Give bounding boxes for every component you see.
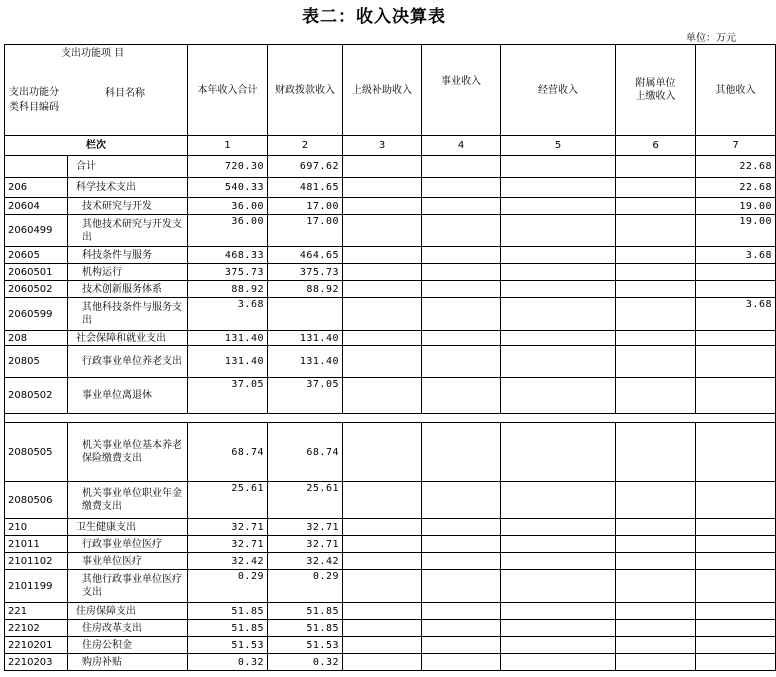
amount-cell: 22.68	[696, 156, 776, 178]
amount-cell	[343, 519, 422, 536]
amount-cell: 481.65	[268, 178, 343, 198]
item-name: 事业单位离退休	[68, 378, 188, 414]
table-row	[5, 215, 776, 247]
amount-cell	[616, 156, 696, 178]
amount-cell	[616, 264, 696, 281]
lanci-label: 栏次	[5, 136, 188, 156]
amount-cell	[501, 378, 616, 414]
amount-cell: 88.92	[188, 281, 268, 298]
table-row	[5, 178, 776, 198]
item-name: 购房补贴	[68, 654, 188, 671]
amount-cell: 36.00	[188, 215, 268, 247]
header-corner-cell	[5, 45, 188, 136]
amount-cell	[616, 247, 696, 264]
table-row	[5, 331, 776, 346]
amount-cell	[501, 423, 616, 482]
amount-cell	[616, 637, 696, 654]
amount-cell	[616, 378, 696, 414]
amount-cell	[616, 620, 696, 637]
amount-cell: 3.68	[188, 298, 268, 331]
amount-cell	[343, 570, 422, 603]
category-code-header: 支出功能分类科目编码	[9, 87, 59, 113]
item-name: 其他科技条件与服务支出	[68, 298, 188, 331]
category-code: 20604	[5, 198, 68, 215]
amount-cell: 468.33	[188, 247, 268, 264]
category-code: 2060599	[5, 298, 68, 331]
table-row	[5, 570, 776, 603]
amount-cell	[422, 198, 501, 215]
amount-cell	[422, 378, 501, 414]
amount-cell	[616, 423, 696, 482]
table-row	[5, 536, 776, 553]
amount-cell: 32.71	[268, 536, 343, 553]
amount-cell: 375.73	[188, 264, 268, 281]
item-name: 社会保障和就业支出	[68, 331, 188, 346]
amount-cell: 25.61	[188, 482, 268, 519]
amount-cell: 51.53	[268, 637, 343, 654]
category-code	[5, 156, 68, 178]
amount-cell: 37.05	[268, 378, 343, 414]
amount-cell	[501, 178, 616, 198]
category-code: 2060499	[5, 215, 68, 247]
amount-cell	[422, 298, 501, 331]
amount-cell	[616, 654, 696, 671]
amount-cell	[696, 264, 776, 281]
amount-cell	[696, 378, 776, 414]
amount-cell	[268, 298, 343, 331]
amount-cell	[343, 637, 422, 654]
amount-cell: 25.61	[268, 482, 343, 519]
amount-cell	[616, 346, 696, 378]
amount-cell	[422, 331, 501, 346]
category-code: 208	[5, 331, 68, 346]
amount-cell: 131.40	[268, 331, 343, 346]
item-name-header: 科目名称	[105, 88, 145, 99]
table-row	[5, 423, 776, 482]
amount-cell	[422, 423, 501, 482]
amount-cell: 720.30	[188, 156, 268, 178]
amount-cell	[501, 620, 616, 637]
table-row	[5, 553, 776, 570]
category-code: 2101199	[5, 570, 68, 603]
amount-cell	[343, 536, 422, 553]
amount-cell	[616, 536, 696, 553]
col-number: 4	[422, 136, 501, 156]
table-row	[5, 637, 776, 654]
amount-cell	[501, 553, 616, 570]
page-break-gap	[5, 414, 776, 423]
category-code: 2080502	[5, 378, 68, 414]
amount-cell	[343, 423, 422, 482]
col-number: 5	[501, 136, 616, 156]
amount-cell	[422, 570, 501, 603]
amount-cell	[696, 519, 776, 536]
amount-cell	[696, 482, 776, 519]
category-code: 2210201	[5, 637, 68, 654]
table-row	[5, 281, 776, 298]
amount-cell: 375.73	[268, 264, 343, 281]
category-code: 2101102	[5, 553, 68, 570]
amount-cell: 51.53	[188, 637, 268, 654]
category-code: 210	[5, 519, 68, 536]
category-code: 20605	[5, 247, 68, 264]
amount-cell	[501, 156, 616, 178]
amount-cell: 131.40	[188, 346, 268, 378]
amount-cell: 32.71	[188, 536, 268, 553]
amount-cell: 0.32	[268, 654, 343, 671]
item-name: 技术创新服务体系	[68, 281, 188, 298]
amount-cell	[616, 281, 696, 298]
amount-cell: 17.00	[268, 215, 343, 247]
amount-cell	[422, 264, 501, 281]
amount-cell	[616, 603, 696, 620]
amount-cell	[422, 637, 501, 654]
amount-cell: 36.00	[188, 198, 268, 215]
amount-cell	[422, 281, 501, 298]
item-name: 机关事业单位职业年金缴费支出	[68, 482, 188, 519]
amount-cell: 19.00	[696, 198, 776, 215]
amount-cell: 88.92	[268, 281, 343, 298]
col-header-other: 其他收入	[696, 45, 776, 136]
amount-cell	[696, 654, 776, 671]
table-row	[5, 620, 776, 637]
item-name: 合计	[68, 156, 188, 178]
amount-cell	[343, 156, 422, 178]
table-row	[5, 654, 776, 671]
category-code: 221	[5, 603, 68, 620]
amount-cell: 131.40	[268, 346, 343, 378]
col-number: 7	[696, 136, 776, 156]
page-title: 表二：收入决算表	[302, 7, 446, 27]
amount-cell	[422, 553, 501, 570]
amount-cell	[501, 519, 616, 536]
amount-cell	[696, 346, 776, 378]
amount-cell: 540.33	[188, 178, 268, 198]
col-number: 6	[616, 136, 696, 156]
amount-cell	[343, 298, 422, 331]
amount-cell	[696, 637, 776, 654]
amount-cell	[501, 482, 616, 519]
amount-cell: 464.65	[268, 247, 343, 264]
amount-cell	[616, 198, 696, 215]
amount-cell	[501, 247, 616, 264]
amount-cell: 68.74	[268, 423, 343, 482]
col-number: 2	[268, 136, 343, 156]
amount-cell: 3.68	[696, 247, 776, 264]
amount-cell	[343, 378, 422, 414]
amount-cell	[343, 603, 422, 620]
table-row	[5, 519, 776, 536]
item-name: 行政事业单位养老支出	[68, 346, 188, 378]
col-header-total: 本年收入合计	[188, 45, 268, 136]
amount-cell	[422, 247, 501, 264]
amount-cell	[422, 215, 501, 247]
expenditure-item-header: 支出功能项 目	[61, 48, 125, 59]
amount-cell	[696, 570, 776, 603]
amount-cell: 17.00	[268, 198, 343, 215]
item-name: 卫生健康支出	[68, 519, 188, 536]
amount-cell	[616, 519, 696, 536]
col-number: 1	[188, 136, 268, 156]
amount-cell: 32.42	[268, 553, 343, 570]
amount-cell	[501, 215, 616, 247]
amount-cell: 51.85	[268, 620, 343, 637]
amount-cell	[616, 553, 696, 570]
amount-cell	[501, 298, 616, 331]
amount-cell	[343, 331, 422, 346]
category-code: 22102	[5, 620, 68, 637]
category-code: 206	[5, 178, 68, 198]
item-name: 事业单位医疗	[68, 553, 188, 570]
unit-label: 单位：万元	[686, 33, 736, 44]
amount-cell: 37.05	[188, 378, 268, 414]
amount-cell	[343, 482, 422, 519]
column-number-row	[5, 136, 776, 156]
item-name: 其他行政事业单位医疗支出	[68, 570, 188, 603]
amount-cell	[696, 603, 776, 620]
amount-cell	[343, 620, 422, 637]
amount-cell	[501, 603, 616, 620]
amount-cell	[343, 654, 422, 671]
amount-cell	[501, 281, 616, 298]
table-row	[5, 264, 776, 281]
amount-cell	[422, 156, 501, 178]
amount-cell	[616, 570, 696, 603]
amount-cell	[343, 198, 422, 215]
col-header-affiliated: 附属单位上缴收入	[616, 45, 696, 136]
item-name: 科技条件与服务	[68, 247, 188, 264]
amount-cell: 32.42	[188, 553, 268, 570]
table-row	[5, 482, 776, 519]
category-code: 2060501	[5, 264, 68, 281]
amount-cell	[422, 346, 501, 378]
table-row	[5, 346, 776, 378]
amount-cell	[696, 423, 776, 482]
amount-cell: 0.29	[188, 570, 268, 603]
amount-cell	[422, 603, 501, 620]
amount-cell: 19.00	[696, 215, 776, 247]
amount-cell	[696, 331, 776, 346]
amount-cell	[501, 637, 616, 654]
amount-cell	[616, 298, 696, 331]
amount-cell	[616, 482, 696, 519]
amount-cell: 3.68	[696, 298, 776, 331]
amount-cell	[616, 178, 696, 198]
amount-cell: 697.62	[268, 156, 343, 178]
amount-cell	[696, 620, 776, 637]
amount-cell	[501, 654, 616, 671]
amount-cell	[696, 281, 776, 298]
table-row	[5, 247, 776, 264]
category-code: 2060502	[5, 281, 68, 298]
amount-cell	[343, 178, 422, 198]
amount-cell: 51.85	[268, 603, 343, 620]
amount-cell	[343, 264, 422, 281]
amount-cell	[343, 215, 422, 247]
item-name: 技术研究与开发	[68, 198, 188, 215]
item-name: 住房保障支出	[68, 603, 188, 620]
amount-cell: 0.29	[268, 570, 343, 603]
table-row	[5, 298, 776, 331]
col-header-superior-subsidy: 上级补助收入	[343, 45, 422, 136]
amount-cell	[616, 331, 696, 346]
amount-cell	[501, 536, 616, 553]
col-header-fiscal: 财政拨款收入	[268, 45, 343, 136]
table-row	[5, 156, 776, 178]
item-name: 科学技术支出	[68, 178, 188, 198]
amount-cell	[422, 620, 501, 637]
amount-cell: 131.40	[188, 331, 268, 346]
category-code: 2080506	[5, 482, 68, 519]
amount-cell: 0.32	[188, 654, 268, 671]
col-header-business: 事业收入	[422, 45, 501, 136]
amount-cell	[343, 247, 422, 264]
amount-cell	[501, 570, 616, 603]
amount-cell	[422, 178, 501, 198]
item-name: 其他技术研究与开发支出	[68, 215, 188, 247]
category-code: 20805	[5, 346, 68, 378]
amount-cell: 32.71	[268, 519, 343, 536]
item-name: 机关事业单位基本养老保险缴费支出	[68, 423, 188, 482]
category-code: 2080505	[5, 423, 68, 482]
amount-cell	[422, 482, 501, 519]
amount-cell	[501, 331, 616, 346]
amount-cell: 32.71	[188, 519, 268, 536]
amount-cell	[343, 553, 422, 570]
header-row	[5, 45, 776, 136]
amount-cell	[696, 536, 776, 553]
col-header-operating: 经营收入	[501, 45, 616, 136]
amount-cell	[343, 346, 422, 378]
amount-cell	[422, 519, 501, 536]
amount-cell	[616, 215, 696, 247]
item-name: 机构运行	[68, 264, 188, 281]
amount-cell: 68.74	[188, 423, 268, 482]
item-name: 住房公积金	[68, 637, 188, 654]
category-code: 2210203	[5, 654, 68, 671]
table-row	[5, 603, 776, 620]
table-row	[5, 198, 776, 215]
amount-cell	[422, 654, 501, 671]
amount-cell	[343, 281, 422, 298]
amount-cell: 51.85	[188, 620, 268, 637]
amount-cell	[422, 536, 501, 553]
amount-cell	[501, 264, 616, 281]
item-name: 住房改革支出	[68, 620, 188, 637]
col-number: 3	[343, 136, 422, 156]
amount-cell	[501, 346, 616, 378]
category-code: 21011	[5, 536, 68, 553]
table-row	[5, 378, 776, 414]
amount-cell	[501, 198, 616, 215]
amount-cell: 22.68	[696, 178, 776, 198]
item-name: 行政事业单位医疗	[68, 536, 188, 553]
amount-cell	[696, 553, 776, 570]
amount-cell: 51.85	[188, 603, 268, 620]
income-table	[4, 44, 776, 671]
